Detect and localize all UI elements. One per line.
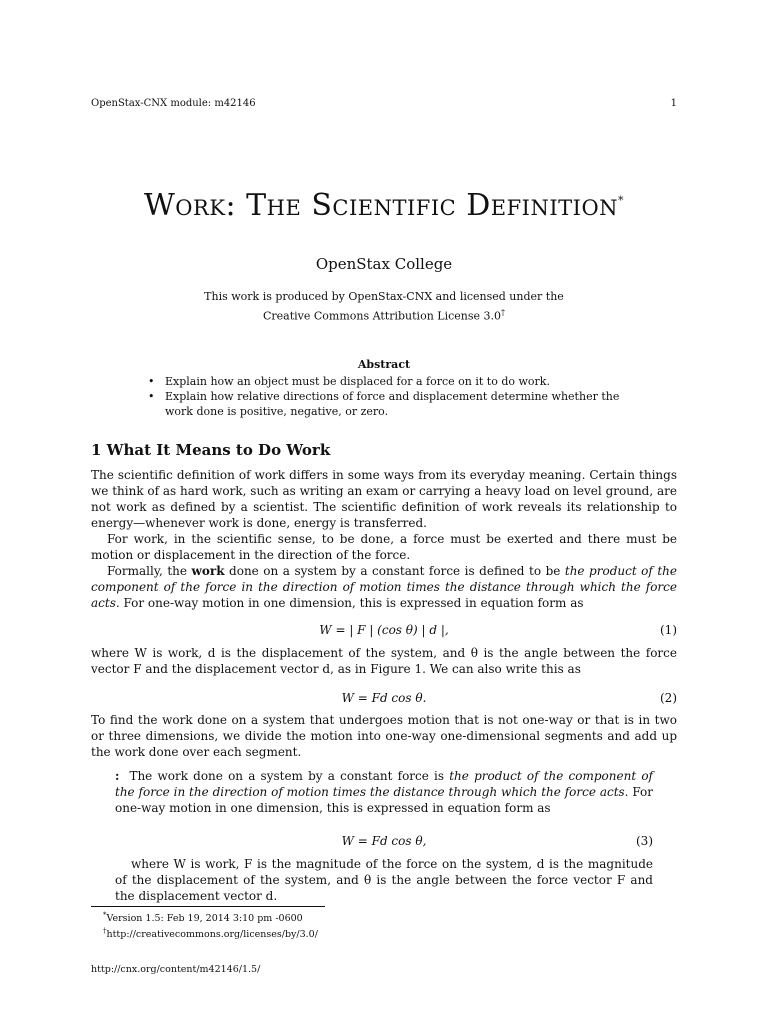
- definition-explanation: where W is work, F is the magnitude of the force on the system, d is the magnitude of the displacement of the system, and θ is the angle between the force vector F and the displacement vector d.: [115, 857, 653, 903]
- footer-url[interactable]: http://cnx.org/content/m42146/1.5/: [91, 964, 261, 975]
- author: OpenStax College: [315, 255, 453, 273]
- abstract-list: [134, 374, 650, 419]
- title-footnote-marker: *: [618, 194, 625, 207]
- abstract-item: • Explain how an object must be displaced for a force on it to do work.: [134, 374, 650, 389]
- equation-number: (3): [636, 834, 653, 848]
- equation-body: W = Fd cos θ,: [341, 834, 427, 848]
- definition-colon: :: [115, 769, 120, 783]
- page-number: 1: [670, 98, 677, 109]
- license-footnote-marker: †: [501, 308, 505, 317]
- paragraph-2: For work, in the scientific sense, to be done, a force must be exerted and there must be motion or displacement in the direction of the force.: [91, 532, 677, 562]
- module-id: OpenStax-CNX module: m42146: [91, 98, 256, 109]
- license-line-2: Creative Commons Attribution License 3.0†: [262, 308, 505, 323]
- work-definition-emphasis: the product of the component of the force in the direction of motion times the distance through which the force acts: [91, 564, 678, 610]
- section-title: What It Means to Do Work: [106, 441, 331, 459]
- paragraph-1: The scientific definition of work differs in some ways from its everyday meaning. Certain things we think of as hard work, such as writing an exam or carrying a heavy load on level ground, are not work as defined by a scientist. The scientific definition of work reveals its relationship to energy—whenever work is done, energy is transferred.: [91, 468, 677, 530]
- footnote-license-url[interactable]: †http://creativecommons.org/licenses/by/3.0/: [103, 927, 318, 941]
- footnote-divider: [91, 906, 325, 907]
- document-title: [0, 188, 768, 223]
- footnotes: [103, 909, 318, 941]
- equation-number: (1): [660, 623, 677, 637]
- title-text: Work: The Scientific Definition: [143, 188, 619, 223]
- equation-body: W = Fd cos θ.: [341, 691, 427, 705]
- definition-block: : The work done on a system by a constant force is the product of the component of the force in the direction of motion times the distance through which the force acts. For one-way motion in one dimension, this is expressed in equation form as: [115, 769, 653, 815]
- equation-number: (2): [660, 691, 677, 705]
- section-heading: [91, 441, 330, 459]
- section-number: 1: [91, 441, 102, 459]
- license-notice: [0, 289, 768, 325]
- abstract-title: Abstract: [357, 358, 411, 371]
- paragraph-5: To find the work done on a system that undergoes motion that is not one-way or that is in two or three dimensions, we divide the motion into one-way one-dimensional segments and add up the work done over each segment.: [91, 713, 677, 759]
- license-line-1: This work is produced by OpenStax-CNX and licensed under the: [204, 290, 564, 303]
- work-term: work: [191, 564, 225, 578]
- paragraph-3: Formally, the work done on a system by a constant force is defined to be the product of the component of the force in the direction of motion times the distance through which the force acts. For one-way motion in one dimension, this is expressed in equation form as: [91, 564, 678, 610]
- definition-emphasis: the product of the component of the force in the direction of motion times the distance through which the force acts: [115, 769, 653, 799]
- abstract-item: • Explain how relative directions of force and displacement determine whether the work done is positive, negative, or zero.: [134, 389, 650, 419]
- paragraph-4: where W is work, d is the displacement of the system, and θ is the angle between the force vector F and the displacement vector d, as in Figure 1. We can also write this as: [91, 646, 677, 676]
- footnote-version: *Version 1.5: Feb 19, 2014 3:10 pm -0600: [103, 911, 303, 925]
- equation-body: W = | F | (cos θ) | d |,: [319, 623, 449, 637]
- running-header: [91, 98, 677, 109]
